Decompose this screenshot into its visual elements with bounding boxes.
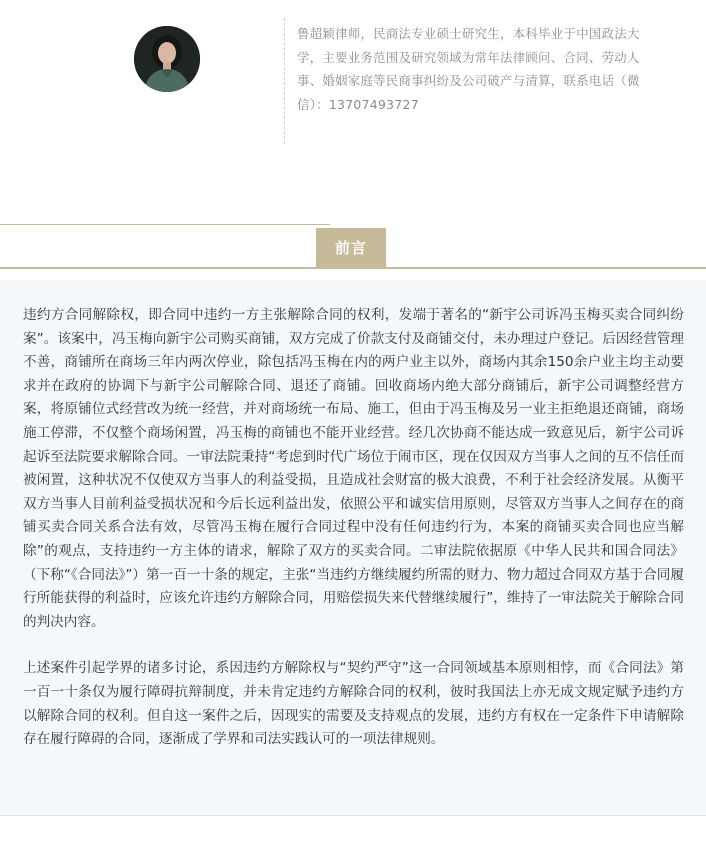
section-rule-top [0,224,330,225]
body-paragraph: 违约方合同解除权，即合同中违约一方主张解除合同的权利，发端于著名的“新宇公司诉冯玉梅买卖合同纠纷案”。该案中，冯玉梅向新宇公司购买商铺，双方完成了价款支付及商铺交付，未办理过户登记。后因经营管理不善，商铺所在商场三年内两次停业，除包括冯玉梅在内的两户业主以外，商场内其余150余户业主均主动要求并在政府的协调下与新宇公司解除合同、退还了商铺。回收商场内绝大部分商铺后，新宇公司调整经营方案，将原铺位式经营改为统一经营，并对商场统一布局、施工，但由于冯玉梅及另一业主拒绝退还商铺，商场施工停滞，不仅整个商场闲置，冯玉梅的商铺也不能开业经营。经几次协商不能达成一致意见后，新宇公司诉起诉至法院要求解除合同。一审法院秉持“考虑到时代广场位于闹市区，现在仅因双方当事人之间的互不信任而被闲置，这种状况不仅使双方当事人的利益受损，且造成社会财富的极大浪费，不利于社会经济发展。从衡平双方当事人目前利益受损状况和今后长远利益出发，依照公平和诚实信用原则，尽管双方当事人之间存在的商铺买卖合同关系合法有效，尽管冯玉梅在履行合同过程中没有任何违约行为，本案的商铺买卖合同也应当解除”的观点，支持违约一方主体的请求，解除了双方的买卖合同。二审法院依据原《中华人民共和国合同法》（下称“《合同法》”）第一百一十条的规定，主张“当违约方继续履约所需的财力、物力超过合同双方基于合同履行所能获得的利益时，应该允许违约方解除合同，用赔偿损失来代替继续履行”，维持了一审法院关于解除合同的判决内容。 [23,307,684,630]
section-header [0,224,706,268]
author-photo [134,26,200,92]
body-paragraph: 上述案件引起学界的诸多讨论，系因违约方解除权与“契约严守”这一合同领域基本原则相悖，而《合同法》第一百一十条仅为履行障碍抗辩制度，并未肯定违约方解除合同的权利，彼时我国法上亦无成文规定赋予违约方以解除合同的权利。但自这一案件之后，因现实的需要及支持观点的发展，违约方有权在一定条件下申请解除存在履行障碍的合同，逐渐成了学界和司法实践认可的一项法律规则。 [23,660,684,748]
author-avatar [134,26,200,92]
author-bio: 鲁超颖律师，民商法专业硕士研究生，本科毕业于中国政法大学，主要业务范围及研究领域为常年法律顾问、合同、劳动人事、婚姻家庭等民商事纠纷及公司破产与清算，联系电话（微信）：13707493727 [297,26,640,112]
author-card [0,0,706,150]
body-panel [0,280,706,816]
author-divider [284,18,285,144]
section-rule-bottom [0,267,706,269]
section-title: 前言 [316,228,386,268]
